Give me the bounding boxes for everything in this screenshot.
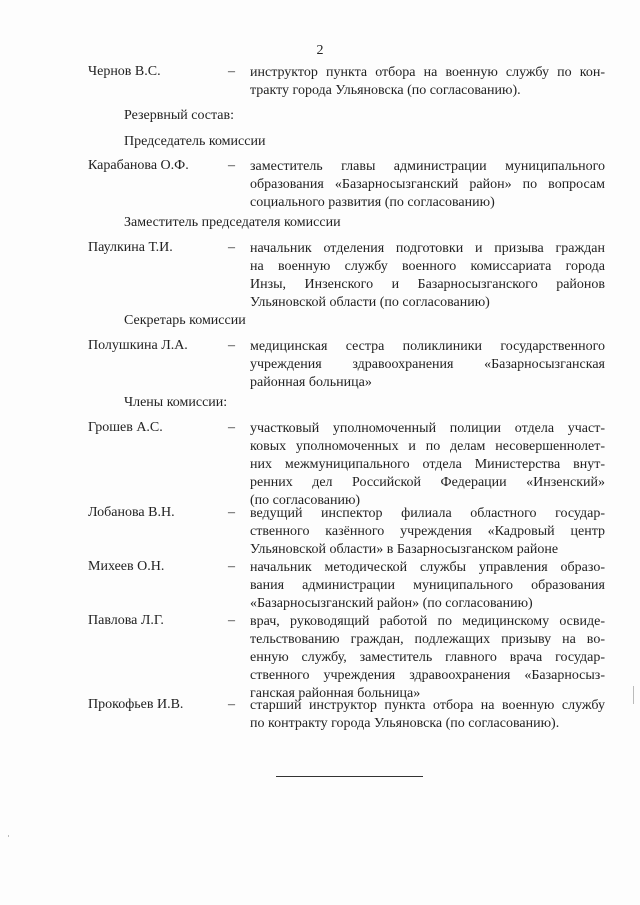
member-name: Михеев О.Н. bbox=[88, 559, 165, 574]
dash: – bbox=[228, 613, 235, 628]
member-role bbox=[250, 338, 605, 392]
member-role bbox=[250, 559, 605, 613]
page-number: 2 bbox=[316, 43, 324, 58]
member-name: Паулкина Т.И. bbox=[88, 240, 173, 255]
dash: – bbox=[228, 697, 235, 712]
role-line: медицинская сестра поликлиники государственного bbox=[250, 339, 605, 354]
heading-chairman: Председатель комиссии bbox=[124, 134, 266, 149]
member-name: Павлова Л.Г. bbox=[88, 613, 164, 628]
dash: – bbox=[228, 338, 235, 353]
role-line: врач, руководящий работой по медицинскому освиде- bbox=[250, 614, 605, 629]
role-line: вания администрации муниципального образования bbox=[250, 578, 605, 593]
role-line: енную службу, заместитель главного врача государ- bbox=[250, 650, 605, 665]
role-line: начальник методической службы управления образо- bbox=[250, 560, 605, 575]
role-line: ганская районная больница» bbox=[250, 686, 421, 701]
member-role bbox=[250, 240, 605, 312]
role-line: ковых уполномоченных и по делам несовершеннолет- bbox=[250, 439, 605, 454]
role-line: них межмуниципального отдела Министерства внут- bbox=[250, 457, 605, 472]
closing-rule bbox=[276, 776, 423, 777]
role-line: ренних дел Российской Федерации «Инзенский» bbox=[250, 475, 605, 490]
member-name: Грошев А.С. bbox=[88, 420, 163, 435]
role-line: образования «Базарносызганский район» по вопросам bbox=[250, 177, 605, 192]
role-line: «Базарносызганский район» (по согласованию) bbox=[250, 596, 533, 611]
member-role bbox=[250, 505, 605, 559]
role-line: ственного учреждения здравоохранения «Базарносыз- bbox=[250, 668, 605, 683]
member-name: Чернов В.С. bbox=[88, 64, 161, 79]
dash: – bbox=[228, 559, 235, 574]
scan-speck bbox=[633, 686, 634, 704]
role-line: тельствованию граждан, подлежащих призыву на во- bbox=[250, 632, 605, 647]
dash: – bbox=[228, 420, 235, 435]
heading-members: Члены комиссии: bbox=[124, 395, 228, 410]
role-line: на военную службу военного комиссариата города bbox=[250, 259, 605, 274]
member-role bbox=[250, 420, 605, 510]
member-role bbox=[250, 64, 605, 100]
role-line: по контракту города Ульяновска (по согласованию). bbox=[250, 716, 560, 731]
dash: – bbox=[228, 505, 235, 520]
role-line: социального развития (по согласованию) bbox=[250, 195, 495, 210]
heading-reserve: Резервный состав: bbox=[124, 108, 235, 123]
role-line: Ульяновской области (по согласованию) bbox=[250, 295, 490, 310]
role-line: учреждения здравоохранения «Базарносызганская bbox=[250, 357, 605, 372]
role-line: начальник отделения подготовки и призыва граждан bbox=[250, 241, 605, 256]
member-name: Прокофьев И.В. bbox=[88, 697, 184, 712]
role-line: Ульяновской области» в Базарносызганском районе bbox=[250, 542, 559, 557]
role-line: Инзы, Инзенского и Базарносызганского районов bbox=[250, 277, 605, 292]
member-name: Карабанова О.Ф. bbox=[88, 158, 189, 173]
member-role bbox=[250, 158, 605, 212]
role-line: старший инструктор пункта отбора на военную службу bbox=[250, 698, 605, 713]
role-line: участковый уполномоченный полиции отдела участ- bbox=[250, 421, 605, 436]
role-line: (по согласованию) bbox=[250, 493, 361, 508]
dash: – bbox=[228, 158, 235, 173]
role-line: тракту города Ульяновска (по согласованию). bbox=[250, 83, 521, 98]
role-line: ственного казённого учреждения «Кадровый центр bbox=[250, 524, 605, 539]
dash: – bbox=[228, 64, 235, 79]
member-name: Лобанова В.Н. bbox=[88, 505, 175, 520]
member-name: Полушкина Л.А. bbox=[88, 338, 188, 353]
dash: – bbox=[228, 240, 235, 255]
member-role bbox=[250, 613, 605, 703]
scan-speck bbox=[8, 835, 9, 837]
member-role bbox=[250, 697, 605, 733]
role-line: инструктор пункта отбора на военную службу по кон- bbox=[250, 65, 605, 80]
role-line: районная больница» bbox=[250, 375, 372, 390]
heading-deputy: Заместитель председателя комиссии bbox=[124, 215, 341, 230]
role-line: заместитель главы администрации муниципального bbox=[250, 159, 605, 174]
role-line: ведущий инспектор филиала областного государ- bbox=[250, 506, 605, 521]
heading-secretary: Секретарь комиссии bbox=[124, 313, 246, 328]
